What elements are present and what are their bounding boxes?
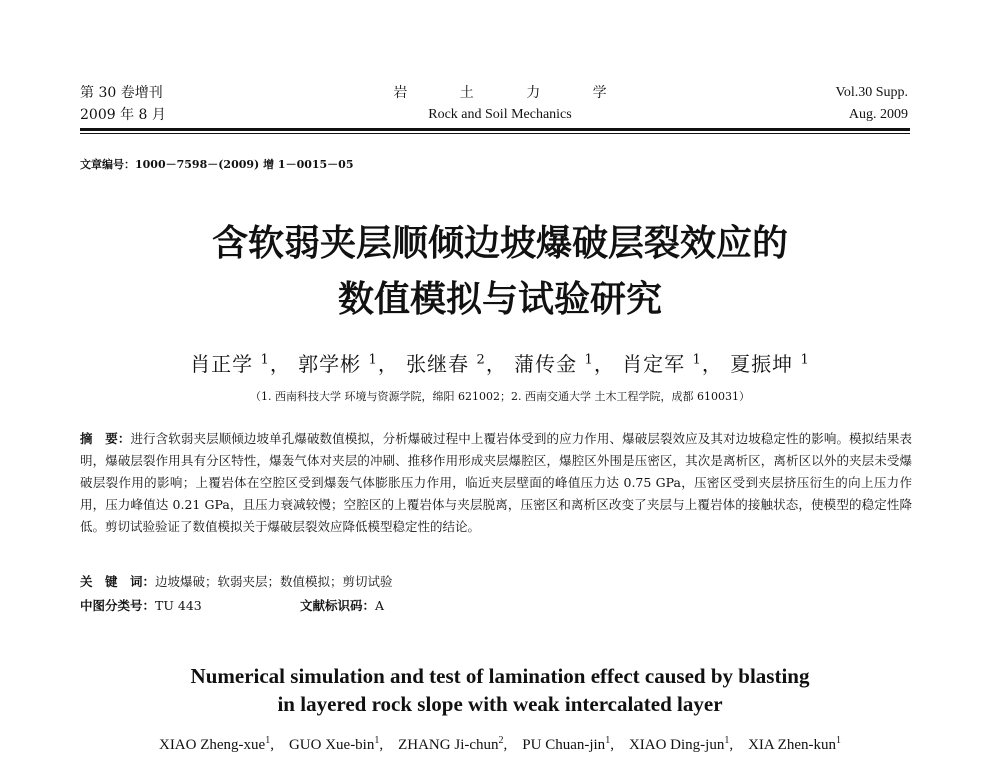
volume-issue: 第 30 卷增刊 — [80, 85, 163, 101]
document-code-value: A — [375, 598, 385, 613]
author-zh — [298, 352, 399, 376]
journal-name-en: Rock and Soil Mechanics — [428, 107, 572, 122]
article-number-value: 1000－7598－(2009) 增 1－0015－05 — [135, 158, 354, 171]
author-zh-aff: 1 — [692, 352, 702, 368]
title-en — [0, 662, 1000, 718]
author-en — [748, 737, 841, 753]
abstract-label: 摘 要： — [80, 431, 131, 446]
title-zh-line1: 含软弱夹层顺倾边坡爆破层裂效应的 — [211, 223, 788, 264]
author-zh-sep: ， — [701, 352, 723, 376]
abstract-zh — [80, 428, 912, 538]
author-en-name: XIAO Zheng-xue — [158, 737, 266, 753]
document-code-label: 文献标识码： — [300, 598, 376, 613]
author-zh-aff: 1 — [584, 352, 594, 368]
title-en-line1: Numerical simulation and test of lamination effect caused by blasting — [190, 664, 810, 688]
publication-date: 2009 年 8 月 — [80, 107, 166, 123]
keywords-text: 边坡爆破；软弱夹层；数值模拟；剪切试验 — [155, 574, 393, 589]
author-en-aff: 1 — [605, 735, 611, 746]
clc-value: TU 443 — [155, 598, 202, 613]
date-en: Aug. 2009 — [848, 107, 908, 122]
author-zh-sep: ， — [593, 352, 615, 376]
author-zh-aff: 2 — [476, 352, 486, 368]
author-en-aff: 1 — [724, 735, 730, 746]
author-zh-sep: ， — [377, 352, 399, 376]
author-en-sep: , — [379, 737, 395, 753]
author-zh-sep: ， — [269, 352, 291, 376]
journal-volume-info-en — [836, 82, 908, 126]
author-en-name: GUO Xue-bin — [288, 737, 375, 753]
journal-name-zh: 岩 土 力 学 — [393, 85, 631, 101]
author-en-sep: , — [610, 737, 626, 753]
header-rule-thick — [80, 128, 910, 131]
author-zh-aff: 1 — [260, 352, 270, 368]
author-zh-name: 肖定军 — [622, 352, 686, 376]
volume-supp: Vol.30 Supp. — [835, 85, 908, 100]
abstract-text: 进行含软弱夹层顺倾边坡单孔爆破数值模拟，分析爆破过程中上覆岩体受到的应力作用、爆破层裂效应及其对边坡稳定性的影响。模拟结果表明，爆破层裂作用具有分区特性，爆轰气体对夹层的冲刷、推移作用形成夹层爆腔区，爆腔区外围是压密区，其次是离析区，离析区以外的夹层未受爆破层裂作用的影响；上覆岩体在空腔区受到爆轰气体膨胀压力作用，临近夹层壁面的峰值压力达 0.75 GPa，压密区受到夹层挤压衍生的向上压力作用，压力峰值达 0.21 GPa，且压力衰减较慢；空腔区的上覆岩体与夹层脱离，压密区和离析区改变了夹层与上覆岩体的接触状态，使模型的稳定性降低。剪切试验验证了数值模拟关于爆破层裂效应降低模型稳定性的结论。 — [80, 431, 912, 534]
author-zh-name: 郭学彬 — [298, 352, 362, 376]
author-zh-name: 蒲传金 — [514, 352, 578, 376]
author-en-name: PU Chuan-jin — [522, 737, 606, 753]
author-zh-aff: 1 — [800, 352, 810, 368]
author-en — [522, 737, 625, 753]
author-en-sep: , — [729, 737, 745, 753]
author-zh-name: 肖正学 — [190, 352, 254, 376]
author-en — [159, 737, 285, 753]
author-en-name: XIA Zhen-kun — [748, 737, 836, 753]
author-zh-sep: ， — [485, 352, 507, 376]
author-zh — [730, 352, 810, 376]
author-en-name: XIAO Ding-jun — [628, 737, 725, 753]
article-number-label: 文章编号： — [80, 158, 135, 171]
author-en-aff: 2 — [498, 735, 504, 746]
article-number — [80, 156, 354, 172]
clc-number — [80, 596, 202, 614]
author-en-sep: , — [503, 737, 519, 753]
affiliation-zh: （1. 西南科技大学 环境与资源学院，绵阳 621002；2. 西南交通大学 土木工程学院，成都 610031） — [250, 390, 750, 403]
author-zh — [190, 352, 291, 376]
author-en-sep: , — [270, 737, 286, 753]
title-en-line2: in layered rock slope with weak intercalated layer — [277, 692, 723, 716]
author-en — [289, 737, 394, 753]
keywords-label: 关 键 词： — [80, 574, 156, 589]
authors-en — [0, 735, 1000, 754]
title-zh-line2: 数值模拟与试验研究 — [337, 279, 662, 320]
author-zh-name: 张继春 — [406, 352, 470, 376]
header-rule-thin — [80, 133, 910, 134]
clc-label: 中图分类号： — [80, 598, 156, 613]
authors-zh — [0, 348, 1000, 377]
title-zh — [0, 216, 1000, 328]
author-en-name: ZHANG Ji-chun — [398, 737, 499, 753]
author-en-aff: 1 — [265, 735, 271, 746]
author-zh-aff: 1 — [368, 352, 378, 368]
author-en-aff: 1 — [836, 735, 841, 746]
author-zh-name: 夏振坤 — [730, 352, 794, 376]
document-code — [300, 596, 384, 614]
author-en — [398, 737, 518, 753]
keywords-zh — [80, 572, 393, 590]
author-zh — [622, 352, 723, 376]
author-en — [629, 737, 744, 753]
author-zh — [406, 352, 507, 376]
author-zh — [514, 352, 615, 376]
author-en-aff: 1 — [374, 735, 380, 746]
